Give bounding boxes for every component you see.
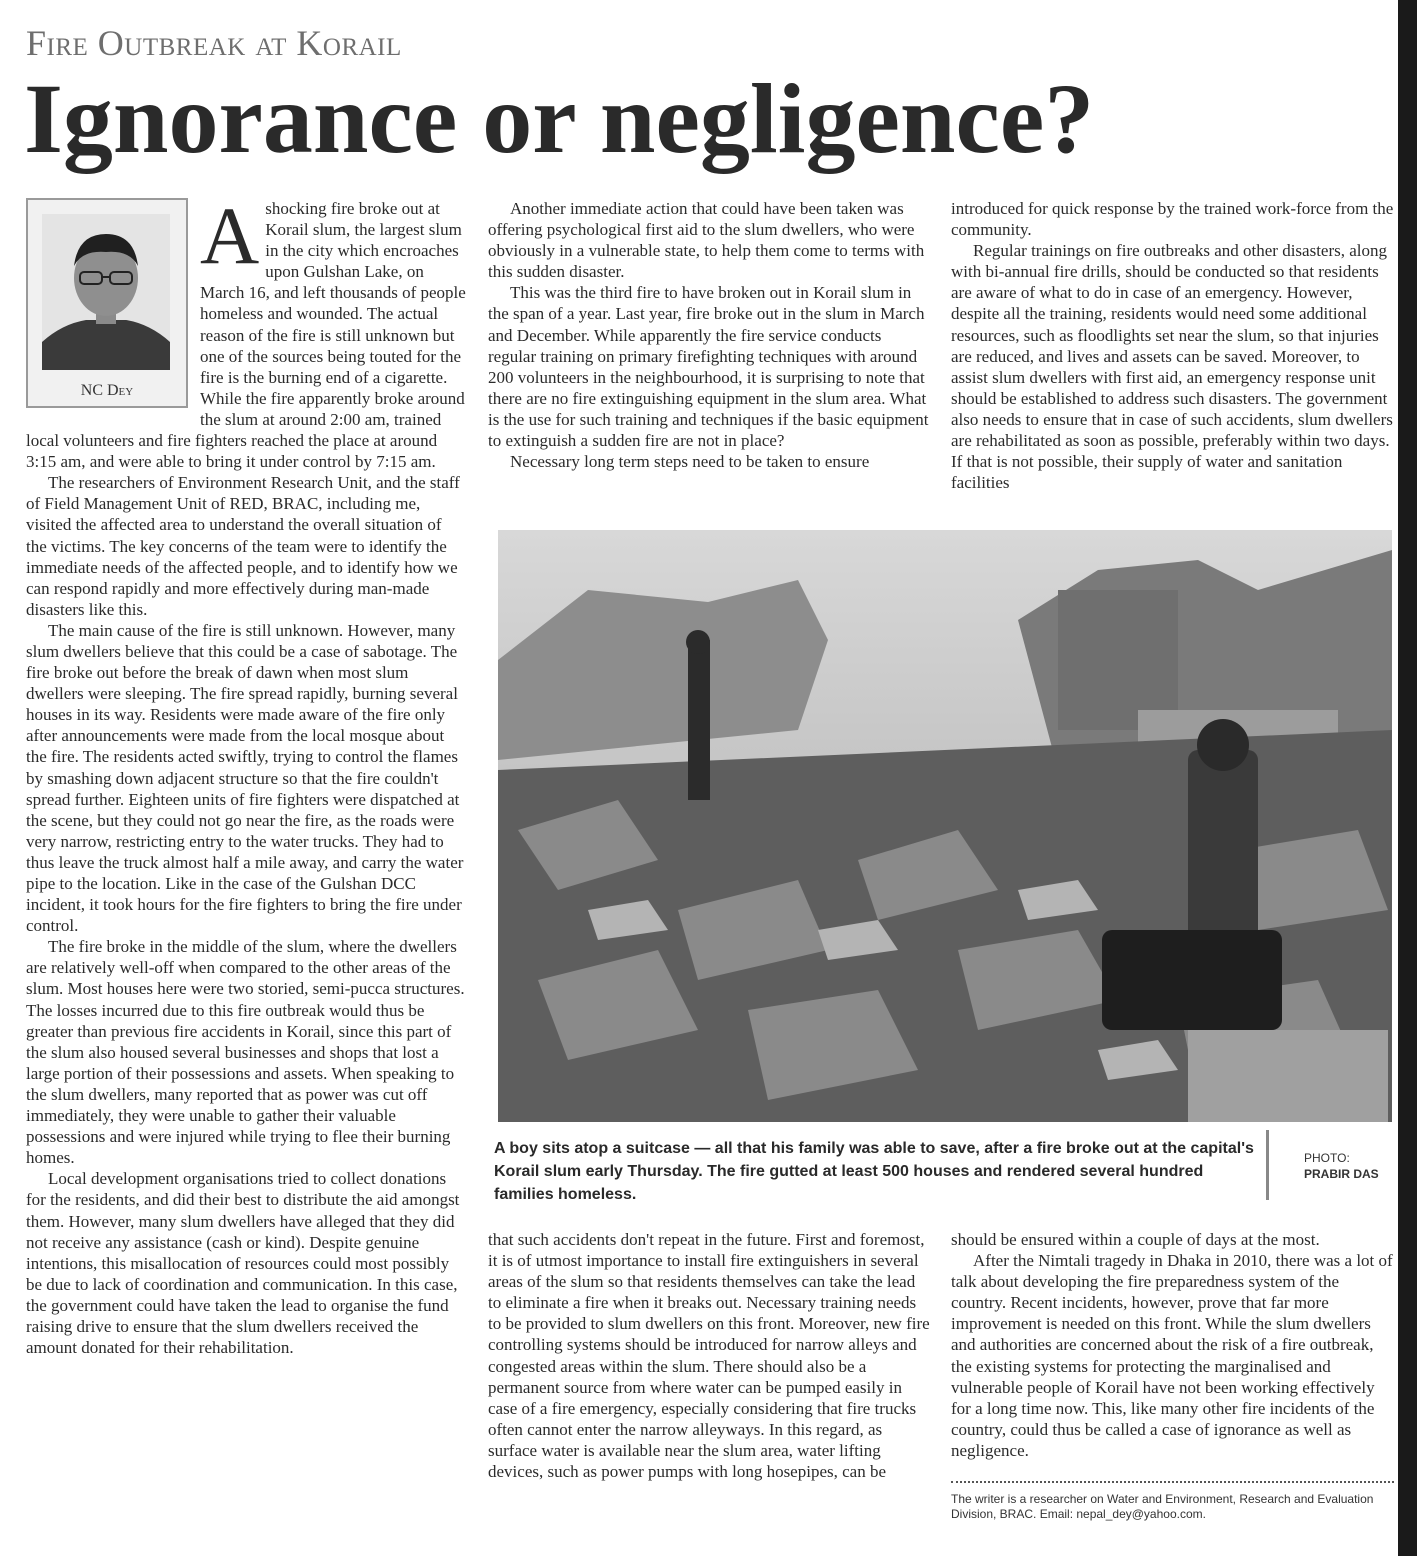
- paragraph: Another immediate action that could have been taken was offering psychological first aid to the slum dwellers, who were obviously in a vulnerable state, to help them come to terms with this sudden disaster.: [488, 199, 925, 282]
- paragraph: Local development organisations tried to collect donations for the residents, and did their best to distribute the aid amongst them. However, many slum dwellers have alleged that they did not receive any assistance (cash or kind). Despite genuine intentions, this misallocation of resources could most possibly be due to lack of coordination and communication. In this case, the government could have taken the lead to organise the fund raising drive to ensure that the slum dwellers received the amount donated for their rehabilitation.: [26, 1169, 460, 1358]
- article-column-2-bottom: [488, 1229, 931, 1482]
- article-column-3-bottom: [951, 1229, 1394, 1461]
- paragraph: should be ensured within a couple of days at the most.: [951, 1230, 1320, 1249]
- author-photo-frame: [26, 198, 188, 408]
- paragraph: The main cause of the fire is still unknown. However, many slum dwellers believe that this could be a case of sabotage. The fire broke out before the break of dawn when most slum dwellers were sleeping. The fire spread rapidly, burning several houses in its way. Residents were made aware of the fire only after announcements were made from the local mosque about the fire. The residents acted swiftly, trying to control the flames by smashing down adjacent structure so that the fire couldn't spread further. Eighteen units of fire fighters were dispatched at the scene, but they could not go near the fire, as the roads were very narrow, restricting entry to the water trucks. They had to thus leave the truck almost half a mile away, and carry the water pipe to the location. Like in the case of the Gulshan DCC incident, it took hours for the fire fighters to bring the fire under control.: [26, 620, 464, 936]
- paragraph: introduced for quick response by the trained work-force from the community.: [951, 199, 1394, 240]
- page-edge-bar: [1398, 0, 1417, 1556]
- paragraph: This was the third fire to have broken out in Korail slum in the span of a year. Last year, fire broke out in the slum in March and December. While apparently the fire service conducts regular training on primary firefighting techniques with around 200 volunteers in the neighbourhood, it is surprising to note that there are no fire extinguishing equipment in the slum area. What is the use for such training and techniques if the basic equipment to extinguish a sudden fire are not in place?: [488, 283, 929, 451]
- paragraph: The researchers of Environment Research Unit, and the staff of Field Management Unit of RED, BRAC, including me, visited the affected area to understand the overall situation of the victims. The key concerns of the team were to identify the immediate needs of the affected people, and to identify how we can respond rapidly and more effectively during man-made disasters like this.: [26, 473, 460, 619]
- article-column-2-top: [488, 198, 931, 472]
- paragraph: Necessary long term steps need to be taken to ensure: [510, 452, 870, 472]
- paragraph: that such accidents don't repeat in the future. First and foremost, it is of utmost importance to install fire extinguishers in several areas of the slum so that residents themselves can take the lead to eliminate a fire when it breaks out. Necessary training needs to be provided to slum dwellers on this front. Moreover, new fire controlling systems should be introduced for narrow alleys and congested areas within the slum. There should also be a permanent source from where water can be pumped easily in case of a fire emergency, especially considering that fire trucks often cannot enter the narrow alleyways. In this regard, as surface water is available near the slum area, water lifting devices, such as power pumps with long hosepipes, can be: [488, 1230, 930, 1482]
- author-photo: [42, 214, 170, 370]
- footnote-divider: [951, 1481, 1394, 1483]
- paragraph: The fire broke in the middle of the slum, where the dwellers are relatively well-off when compared to the other areas of the slum. Most houses here were two storied, semi-pucca structures. The losses incurred due to this fire outbreak would thus be greater than previous fire accidents in Korail, since this part of the slum also housed several businesses and shops that lost a large portion of their possessions and assets. When speaking to the slum dwellers, many reported that as power was cut off immediately, they were unable to gather their valuable possessions and were injured while trying to flee their burning homes.: [26, 937, 465, 1168]
- headline: Ignorance or negligence?: [24, 63, 1095, 174]
- photo-caption: A boy sits atop a suitcase — all that his family was able to save, after a fire broke out at the capital's Korail slum early Thursday. The fire gutted at least 500 houses and rendered several hundred families homeless.: [494, 1140, 1254, 1203]
- author-name: NC Dey: [80, 382, 134, 399]
- fire-ruins-photo-icon: [498, 530, 1392, 1122]
- author-portrait-icon: [42, 214, 170, 370]
- paragraph: Regular trainings on fire outbreaks and other disasters, along with bi-annual fire drills, should be conducted so that residents are aware of what to do in case of an emergency. However, despite all the training, residents would need some additional resources, such as floodlights set near the slum, so that injuries are reduced, and lives and assets can be saved. Moreover, to assist slum dwellers with first aid, an emergency response unit should be established to address such disasters. The government also needs to ensure that in case of such accidents, slum dwellers are rehabilitated as soon as possible, preferably within two days. If that is not possible, their supply of water and sanitation facilities: [951, 241, 1393, 493]
- paragraph: shocking fire broke out at Korail slum, the largest slum in the city which encroaches upon Gulshan Lake, on March 16, and left thousands of people homeless and wounded. The actual reason of the fire is still unknown but one of the sources being touted for the fire is the burning end of a cigarette. While the fire apparently broke around the slum at around 2:00 am, trained local volunteers and fire fighters reached the place at around 3:15 am, and were able to bring it under control by 7:15 am.: [26, 199, 466, 472]
- drop-cap: A: [200, 190, 260, 281]
- main-photo: [498, 530, 1392, 1122]
- photo-credit: [1304, 1150, 1379, 1182]
- caption-divider: [1266, 1130, 1269, 1200]
- author-footnote: The writer is a researcher on Water and Environment, Research and Evaluation Division, BRAC. Email: nepal_dey@yahoo.com.: [951, 1492, 1374, 1521]
- kicker: Fire Outbreak at Korail: [26, 23, 402, 63]
- photo-credit-label: PHOTO:: [1304, 1151, 1350, 1165]
- article-column-3-top: [951, 198, 1394, 493]
- article-column-1: [26, 190, 466, 1358]
- paragraph: After the Nimtali tragedy in Dhaka in 2010, there was a lot of talk about developing the fire preparedness system of the country. Recent incidents, however, prove that far more improvement is needed on this front. While the slum dwellers and authorities are concerned about the risk of a fire outbreak, the existing systems for protecting the marginalised and vulnerable people of Korail have not been working effectively for a long time now. This, like many other fire incidents of the country, could thus be called a case of ignorance as well as negligence.: [951, 1251, 1393, 1460]
- photo-credit-name: PRABIR DAS: [1304, 1167, 1379, 1181]
